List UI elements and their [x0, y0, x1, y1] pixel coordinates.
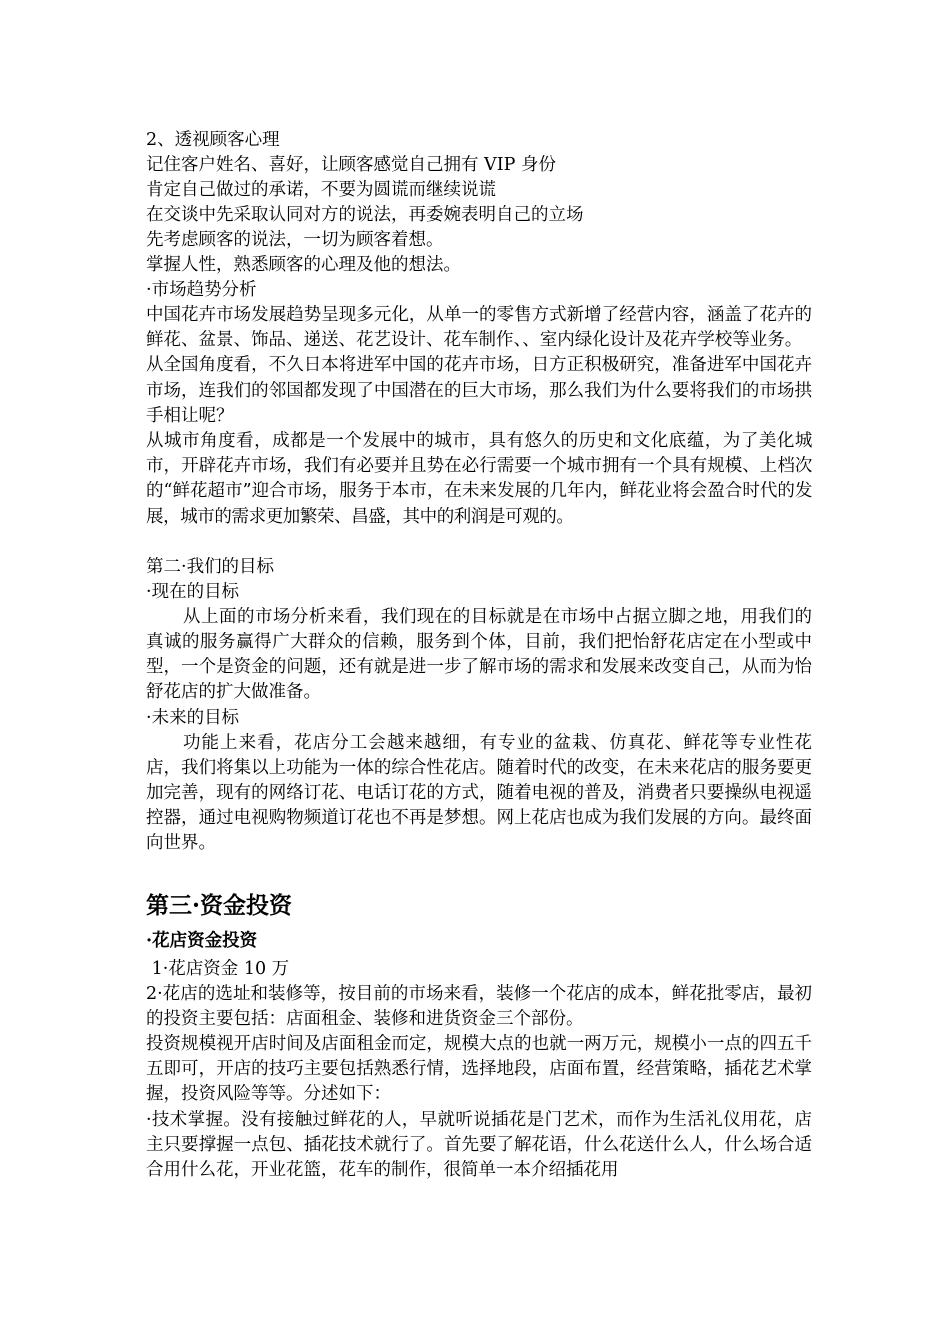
investment-item-2: 2·花店的选址和装修等，按目前的市场来看，装修一个花店的成本，鲜花批零店，最初的投资主要包括：店面租金、装修和进货资金三个部份。 — [146, 983, 812, 1029]
investment-paragraph-2: ·技术掌握。没有接触过鲜花的人，早就听说插花是门艺术，而作为生活礼仪用花，店主只要撑握一点包、插花技术就行了。首先要了解花语，什么花送什么人，什么场合适合用什么花，开业花篮，花车的制作，很简单一本介绍插花用 — [146, 1109, 812, 1181]
customer-tip-4: 先考虑顾客的说法，一切为顾客着想。 — [146, 230, 444, 250]
market-paragraph-1: 中国花卉市场发展趋势呈现多元化，从单一的零售方式新增了经营内容，涵盖了花卉的鲜花、盆景、饰品、递送、花艺设计、花车制作、、室内绿化设计及花卉学校等业务。 — [146, 305, 812, 351]
customer-tip-3: 在交谈中先采取认同对方的说法，再委婉表明自己的立场 — [146, 205, 584, 225]
customer-tip-5: 掌握人性，熟悉顾客的心理及他的想法。 — [146, 255, 461, 275]
investment-subheading: ·花店资金投资 — [146, 930, 258, 951]
market-paragraph-2: 从全国角度看，不久日本将进军中国的花卉市场，日方正积极研究，准备进军中国花卉市场，连我们的邻国都发现了中国潜在的巨大市场，那么我们为什么要将我们的市场拱手相让呢？ — [146, 355, 812, 426]
customer-tip-1: 记住客户姓名、喜好，让顾客感觉自己拥有 VIP 身份 — [146, 155, 556, 175]
market-trend-heading: ·市场趋势分析 — [146, 280, 257, 300]
section-title-investment: 第三·资金投资 — [146, 891, 293, 919]
customer-tip-2: 肯定自己做过的承诺，不要为圆谎而继续说谎 — [146, 180, 496, 200]
future-goal-heading: ·未来的目标 — [146, 707, 240, 728]
current-goal-heading: ·现在的目标 — [146, 581, 240, 602]
current-goal-text: 从上面的市场分析来看，我们现在的目标就是在市场中占据立脚之地，用我们的真诚的服务赢得广大群众的信赖，服务到个体，目前，我们把怡舒花店定在小型或中型，一个是资金的问题，还有就是进一步了解市场的需求和发展来改变自己，从而为怡舒花店的扩大做准备。 — [146, 606, 812, 703]
future-goal-text: 功能上来看，花店分工会越来越细，有专业的盆栽、仿真花、鲜花等专业性花店，我们将集以上功能为一体的综合性花店。随着时代的改变，在未来花店的服务要更加完善，现有的网络订花、电话订花的方式，随着电视的普及，消费者只要操纵电视遥控器，通过电视购物频道订花也不再是梦想。网上花店也成为我们发展的方向。最终面向世界。 — [146, 732, 812, 854]
investment-item-1: 1·花店资金 10 万 — [146, 958, 290, 979]
investment-paragraph-1: 投资规模视开店时间及店面租金而定，规模大点的也就一两万元，规模小一点的四五千五即可，开店的技巧主要包括熟悉行情，选择地段，店面布置，经营策略，插花艺术掌握，投资风险等等。分述如下： — [146, 1034, 812, 1105]
market-paragraph-3: 从城市角度看，成都是一个发展中的城市，具有悠久的历史和文化底蕴，为了美化城市，开辟花卉市场，我们有必要并且势在必行需要一个城市拥有一个具有规模、上档次的“鲜花超市”迎合市场，服务于本市，在未来发展的几年内，鲜花业将会盈合时代的发展，城市的需求更加繁荣、昌盛，其中的利润是可观的。 — [146, 431, 812, 527]
section-title-goals: 第二·我们的目标 — [146, 556, 275, 577]
section-title-customer-psychology: 2、透视顾客心理 — [146, 130, 280, 150]
blank-line — [146, 530, 812, 555]
